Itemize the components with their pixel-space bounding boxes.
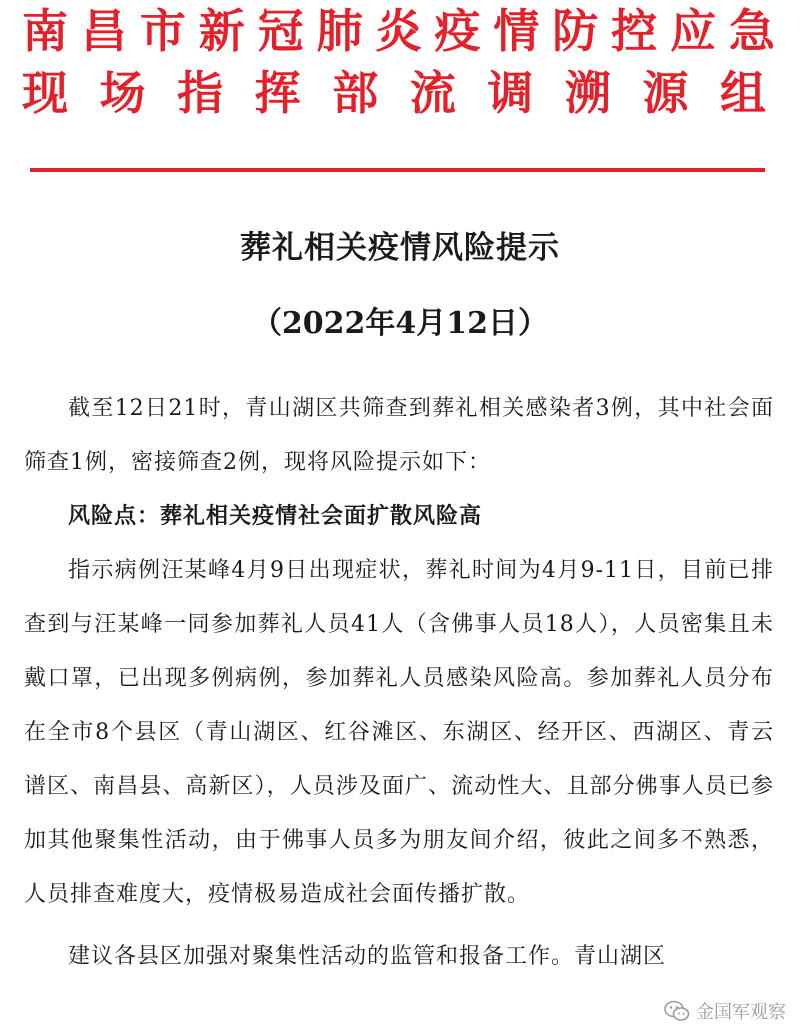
header-divider xyxy=(30,168,765,172)
paragraph-summary: 截至12日21时，青山湖区共筛查到葬礼相关感染者3例，其中社会面筛查1例，密接筛查2例，现将风险提示如下： xyxy=(24,396,774,475)
header-org-line-1: 南昌市新冠肺炎疫情防控应急 xyxy=(22,4,778,58)
document-date: （2022年4月12日） xyxy=(251,306,549,341)
wechat-icon xyxy=(664,1000,690,1022)
watermark xyxy=(664,998,786,1024)
watermark-text: 金国军观察 xyxy=(696,1002,786,1023)
document-title: 葬礼相关疫情风险提示 xyxy=(240,230,560,266)
document-body xyxy=(24,382,774,984)
paragraph-recommendation: 建议各县区加强对聚集性活动的监管和报备工作。青山湖区 xyxy=(68,944,667,969)
document-header xyxy=(0,0,800,124)
risk-heading: 风险点：葬礼相关疫情社会面扩散风险高 xyxy=(68,504,483,529)
paragraph-details: 指示病例汪某峰4月9日出现症状，葬礼时间为4月9-11日，目前已排查到与汪某峰一同参加葬礼人员41人（含佛事人员18人），人员密集且未戴口罩，已出现多例病例，参加葬礼人员感染风险高。参加葬礼人员分布在全市8个县区（青山湖区、红谷滩区、东湖区、经开区、西湖区、青云谱区、南昌县、高新区），人员涉及面广、流动性大、且部分佛事人员已参加其他聚集性活动，由于佛事人员多为朋友间介绍，彼此之间多不熟悉，人员排查难度大，疫情极易造成社会面传播扩散。 xyxy=(24,558,774,907)
header-org-line-2: 现场指挥部流调溯源组 xyxy=(22,66,778,120)
